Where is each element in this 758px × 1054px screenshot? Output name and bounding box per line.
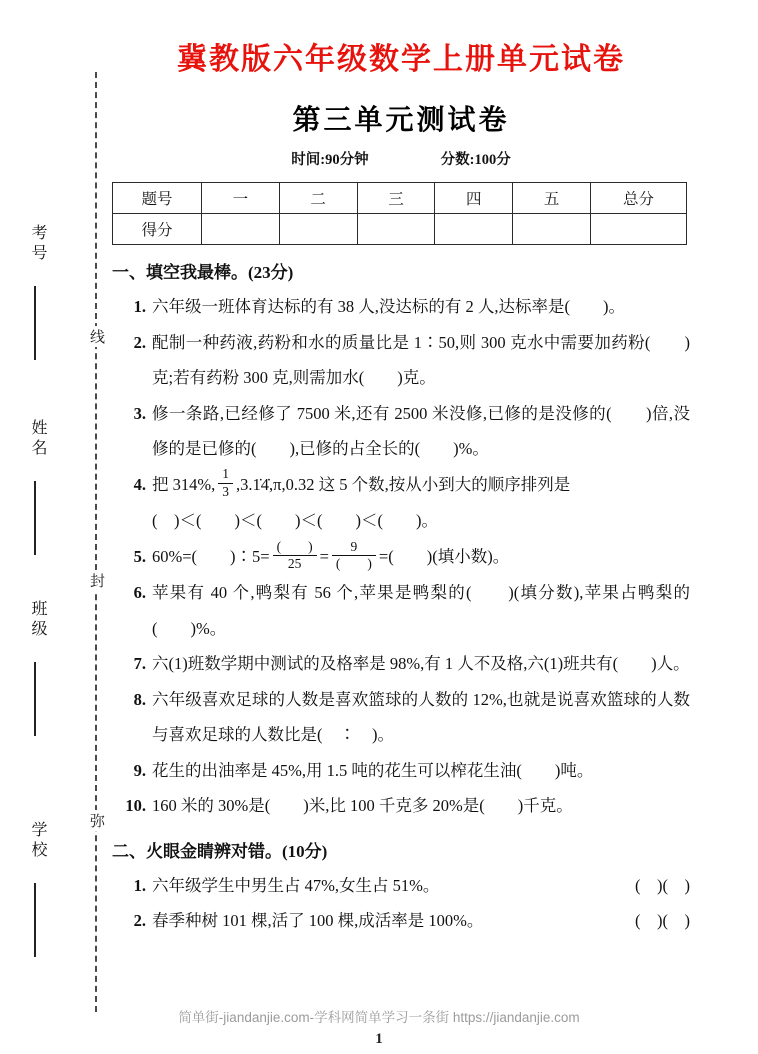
question-text: 修一条路,已经修了 7500 米,还有 2500 米没修,已修的是没修的( )倍,没修的是已修的( ),已修的占全长的( )%。 [152, 403, 690, 459]
fraction-blank-over-25: $\frac{( )}{25}$ [273, 539, 317, 574]
fraction-9-over-blank: $\frac{9}{( )}$ [332, 539, 376, 574]
question-s1-2 [112, 325, 690, 396]
score-cell-empty [201, 214, 279, 245]
question-s1-4 [112, 467, 690, 539]
footer [0, 1006, 758, 1048]
question-text: =( )(填小数)。 [378, 546, 510, 566]
question-text: 六年级喜欢足球的人数是喜欢篮球的人数的 12%,也就是说喜欢篮球的人数与喜欢足球的人数比是( ∶ )。 [152, 689, 690, 745]
question-s1-3 [112, 396, 690, 467]
field-exam-number: 考号 [29, 224, 46, 264]
question-number: 9. [133, 760, 146, 780]
question-number: 7. [133, 654, 146, 674]
question-text: 六年级学生中男生占 47%,女生占 51%。 [152, 875, 440, 895]
field-school: 学校 [29, 821, 46, 861]
score-table-header-row [113, 183, 687, 214]
fraction-one-third: $\frac{1}{3}$ [218, 466, 233, 501]
judgement-blank: ( )( ) [635, 911, 690, 931]
question-number: 3. [133, 403, 146, 423]
score-cell-empty [435, 214, 513, 245]
seal-char-xian: 线 [86, 326, 107, 347]
question-number: 5. [133, 546, 146, 566]
question-text: 六年级一班体育达标的有 38 人,没达标的有 2 人,达标率是( )。 [152, 297, 625, 317]
class-blank-line [34, 662, 36, 736]
section1-title: 一、填空我最棒。(23分) [112, 263, 294, 282]
ordering-blanks-line: ( )＜( )＜( )＜( )＜( )。 [152, 511, 438, 531]
name-blank-line [34, 481, 36, 555]
question-number: 2. [133, 332, 146, 352]
question-text: 春季种树 101 棵,活了 100 棵,成活率是 100%。 [152, 911, 484, 931]
seal-margin [0, 0, 108, 1054]
score-table [112, 182, 687, 245]
question-number: 1. [133, 875, 146, 895]
score-cell-empty [357, 214, 435, 245]
question-text: 六(1)班数学期中测试的及格率是 98%,有 1 人不及格,六(1)班共有( )人。 [152, 654, 690, 674]
question-number: 1. [133, 297, 146, 317]
question-number: 4. [133, 474, 146, 494]
paper-title: 第三单元测试卷 [292, 105, 510, 136]
seal-char-feng: 封 [86, 570, 107, 591]
question-number: 8. [133, 689, 146, 709]
question-text: 花生的出油率是 45%,用 1.5 吨的花生可以榨花生油( )吨。 [152, 760, 594, 780]
question-s2-2 [112, 903, 690, 938]
page-number: 1 [375, 1031, 383, 1047]
question-text: 160 米的 30%是( )米,比 100 千克多 20%是( )千克。 [152, 796, 573, 816]
field-name: 姓名 [29, 419, 46, 459]
section2-title: 二、火眼金睛辨对错。(10分) [112, 841, 328, 861]
score-table-score-row [113, 214, 687, 245]
footer-site-text: 简单街-jiandanjie.com-学科网简单学习一条街 https://jiandanjie.com [178, 1010, 580, 1025]
paper-meta [112, 148, 690, 169]
question-text: ,3.1̇4̇,π,0.32 这 5 个数,按从小到大的顺序排列是 [236, 474, 571, 494]
exam-number-blank-line [34, 286, 36, 360]
question-number: 2. [133, 911, 146, 931]
question-s1-1 [112, 289, 690, 324]
question-s1-5 [112, 539, 690, 576]
score-row-label: 得分 [113, 214, 202, 245]
time-label: 时间:90分钟 [291, 152, 369, 168]
series-title: 冀教版六年级数学上册单元试卷 [177, 43, 625, 76]
header-cell-tihao: 题号 [113, 183, 202, 214]
question-number: 6. [133, 583, 146, 603]
header-cell-4: 四 [435, 183, 513, 214]
question-s2-1 [112, 868, 690, 903]
question-s1-10 [112, 788, 690, 823]
main-content [112, 0, 690, 939]
header-cell-total: 总分 [590, 183, 686, 214]
question-text: 60%=( )∶5= [152, 546, 270, 566]
header-cell-2: 二 [279, 183, 357, 214]
score-cell-empty [590, 214, 686, 245]
question-s1-6 [112, 575, 690, 646]
seal-dashed-line [95, 72, 97, 1012]
judgement-blank: ( )( ) [635, 875, 690, 895]
question-s1-7 [112, 646, 690, 681]
equals-sign: = [319, 546, 329, 566]
score-cell-empty [279, 214, 357, 245]
question-number: 10. [125, 796, 146, 816]
question-s1-8 [112, 682, 690, 753]
score-cell-empty [513, 214, 591, 245]
school-blank-line [34, 883, 36, 957]
question-s1-9 [112, 753, 690, 788]
total-score-label: 分数:100分 [440, 152, 511, 168]
seal-char-mi: 弥 [86, 810, 107, 831]
question-text: 配制一种药液,药粉和水的质量比是 1∶50,则 300 克水中需要加药粉( )克;若有药粉 300 克,则需加水( )克。 [152, 332, 690, 388]
header-cell-3: 三 [357, 183, 435, 214]
field-class: 班级 [29, 600, 46, 640]
question-text: 苹果有 40 个,鸭梨有 56 个,苹果是鸭梨的( )(填分数),苹果占鸭梨的( )%。 [152, 583, 690, 638]
question-text: 把 314%, [152, 474, 216, 494]
header-cell-1: 一 [201, 183, 279, 214]
header-cell-5: 五 [513, 183, 591, 214]
